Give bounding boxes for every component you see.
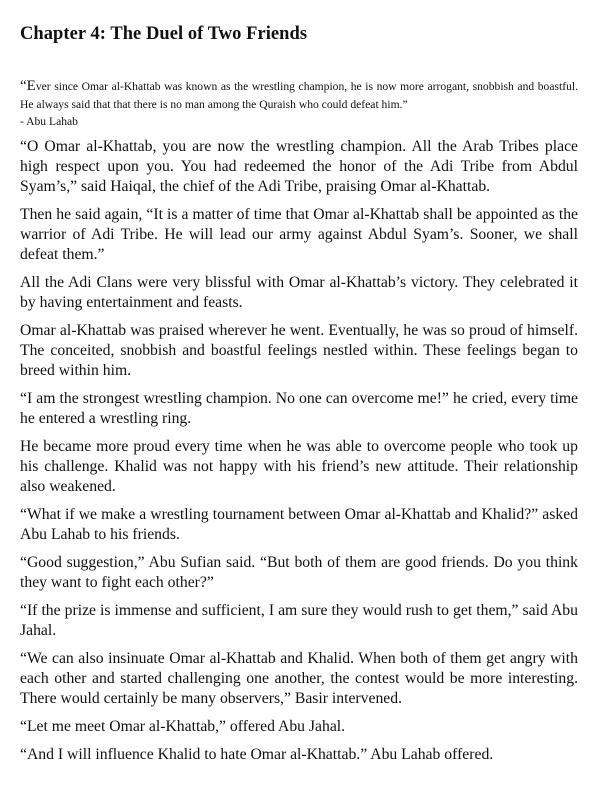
paragraph: All the Adi Clans were very blissful with Omar al-Khattab’s victory. They celebrated it by having entertainment and feasts.: [20, 274, 578, 311]
paragraph: “We can also insinuate Omar al-Khattab and Khalid. When both of them get angry with each other and started challenging one another, the contest would be more interesting. There would certainly be many observers,” Basir intervened.: [20, 650, 578, 707]
epigraph-quote: “Ever since Omar al-Khattab was known as the wrestling champion, he is now more arrogant, snobbish and boastful. He always said that that there is no man among the Quraish who could defeat him.”: [20, 78, 578, 111]
paragraph: “If the prize is immense and sufficient, I am sure they would rush to get them,” said Abu Jahal.: [20, 602, 578, 639]
epigraph: [20, 77, 578, 131]
document-page: [20, 22, 578, 773]
paragraph: “Let me meet Omar al-Khattab,” offered Abu Jahal.: [20, 718, 346, 735]
paragraph: He became more proud every time when he was able to overcome people who took up his challenge. Khalid was not happy with his friend’s new attitude. Their relationship also weakened.: [20, 438, 578, 495]
epigraph-attribution: - Abu Lahab: [20, 115, 78, 128]
paragraph: Then he said again, “It is a matter of time that Omar al-Khattab shall be appointed as the warrior of Adi Tribe. He will lead our army against Abdul Syam’s. Sooner, we shall defeat them.”: [20, 206, 578, 263]
paragraph: “And I will influence Khalid to hate Omar al-Khattab.” Abu Lahab offered.: [20, 746, 494, 763]
paragraph: “Good suggestion,” Abu Sufian said. “But both of them are good friends. Do you think they want to fight each other?”: [20, 554, 578, 591]
paragraph: “O Omar al-Khattab, you are now the wrestling champion. All the Arab Tribes place high respect upon you. You had redeemed the honor of the Adi Tribe from Abdul Syam’s,” said Haiqal, the chief of the Adi Tribe, praising Omar al-Khattab.: [20, 138, 578, 195]
chapter-body: [20, 137, 578, 765]
paragraph: “I am the strongest wrestling champion. No one can overcome me!” he cried, every time he entered a wrestling ring.: [20, 390, 578, 427]
paragraph: Omar al-Khattab was praised wherever he went. Eventually, he was so proud of himself. The conceited, snobbish and boastful feelings nestled within. These feelings began to breed within him.: [20, 322, 578, 379]
chapter-title: Chapter 4: The Duel of Two Friends: [20, 24, 308, 44]
paragraph: “What if we make a wrestling tournament between Omar al-Khattab and Khalid?” asked Abu Lahab to his friends.: [20, 506, 578, 543]
